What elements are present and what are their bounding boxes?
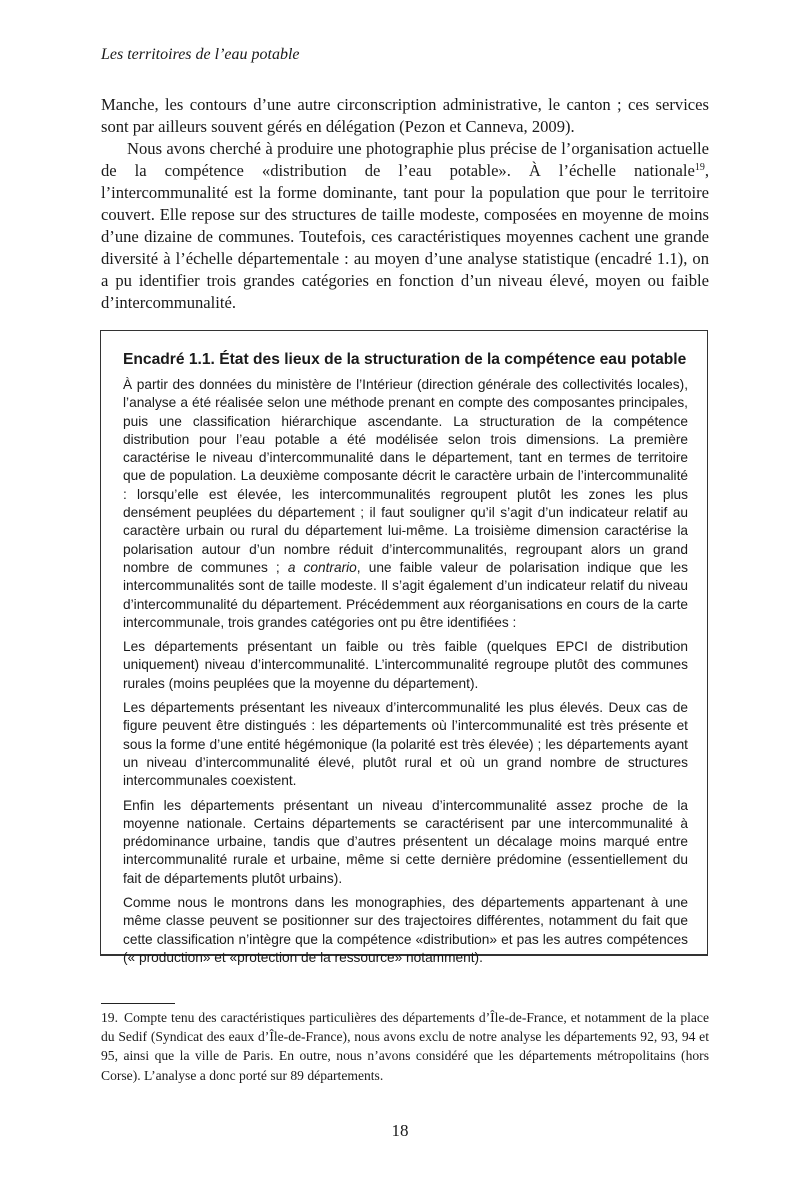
inset-conclusion: Comme nous le montrons dans les monographies, des départements appartenant à une même classe peuvent se positionner sur des trajectoires différentes, notamment du fait que cette classification n’intègre que la compétence «distribution» et pas les autres compétences (« production» et «protection de la ressource» notamment). xyxy=(123,895,688,965)
inset-category-high: Les départements présentant les niveaux d’intercommunalité les plus élevés. Deux cas de figure peuvent être distingués : les départements où l’intercommunalité est très présente et sous la forme d’une entité hégémonique (la polarité est très élevée) ; les départements ayant un niveau d’intercommunalité élevé, plutôt rural et où un grand nombre de structures intercommunales coexistent. xyxy=(123,700,688,789)
inset-intro-end: , une faible valeur de polarisation indique que les intercommunalités sont de taille modeste. Il s’agit également d’un indicateur relatif du niveau d’intercommunalité du département. Précédemment aux réorganisations en cours de la carte intercommunale, trois grandes catégories ont pu être identifiées : xyxy=(123,559,688,630)
inset-intro xyxy=(123,376,688,632)
inset-intro-italic: a contrario xyxy=(287,559,357,575)
footnote-separator xyxy=(101,1003,175,1004)
inset-category-low: Les départements présentant un faible ou très faible (quelques EPCI de distribution uniquement) niveau d’intercommunalité. L’intercommunalité regroupe plutôt des communes rurales (moins peuplées que la moyenne du département). xyxy=(123,639,688,691)
footnote xyxy=(101,1008,709,1085)
running-head: Les territoires de l’eau potable xyxy=(101,46,300,63)
paragraph-2 xyxy=(101,138,709,314)
paragraph-1: Manche, les contours d’une autre circonscription administrative, le canton ; ces services sont par ailleurs souvent gérés en délégation (Pezon et Canneva, 2009). xyxy=(101,95,709,136)
inset-intro-start: À partir des données du ministère de l’Intérieur (direction générale des collectivités locales), l’analyse a été réalisée selon une méthode prenant en compte des composantes principales, puis une classification hiérarchique ascendante. La structuration de la compétence distribution pour l’eau potable a été modélisée selon trois dimensions. La première caractérise le niveau d’intercommunalité dans le département, tant en termes de territoire que de population. La deuxième composante décrit le caractère urbain de l’intercommunalité : lorsqu’elle est élevée, les intercommunalités regroupent plutôt les zones les plus densément peuplées du département ; il faut souligner qu’il s’agit d’un indicateur relatif au caractère urbain ou rural du département lui-même. La troisième dimension caractérise la polarisation autour d’un nombre réduit d’intercommunalités, regroupant alors un grand nombre de communes ; xyxy=(123,377,688,575)
paragraph-2-end: , l’intercommunalité est la forme dominante, tant pour la population que pour le territoire couvert. Elle repose sur des structures de taille modeste, composées en moyenne de moins d’une dizaine de communes. Toutefois, ces caractéristiques moyennes cachent une grande diversité à l’échelle départementale : au moyen d’une analyse statistique (encadré 1.1), on a pu identifier trois grandes catégories en fonction d’un niveau élevé, moyen ou faible d’intercommunalité. xyxy=(101,161,709,312)
main-text xyxy=(101,94,709,314)
inset-box-content xyxy=(123,351,688,973)
footnote-text: Compte tenu des caractéristiques particulières des départements d’Île-de-France, et notamment de la place du Sedif (Syndicat des eaux d’Île-de-France), nous avons exclu de notre analyse les départements 92, 93, 94 et 95, ainsi que la ville de Paris. En outre, nous n’avons considéré que les départements métropolitains (hors Corse). L’analyse a donc porté sur 89 départements. xyxy=(101,1010,709,1083)
page-number: 18 xyxy=(391,1121,409,1140)
inset-box-title: Encadré 1.1. État des lieux de la structuration de la compétence eau potable xyxy=(123,351,687,368)
footnote-number: 19. xyxy=(101,1010,118,1025)
inset-box xyxy=(100,330,708,965)
inset-category-medium: Enfin les départements présentant un niveau d’intercommunalité assez proche de la moyenne nationale. Certains départements se caractérisent par une intercommunalité à prédominance urbaine, tandis que d’autres présentent un décalage moins marqué entre intercommunalité rurale et urbaine, même si cette dernière prédomine (essentiellement du fait de départements plutôt urbains). xyxy=(123,797,688,886)
paragraph-2-start: Nous avons cherché à produire une photographie plus précise de l’organisation actuelle de la compétence «distribution de l’eau potable». À l’échelle nationale xyxy=(101,139,709,180)
footnote-reference[interactable]: 19 xyxy=(694,162,705,173)
